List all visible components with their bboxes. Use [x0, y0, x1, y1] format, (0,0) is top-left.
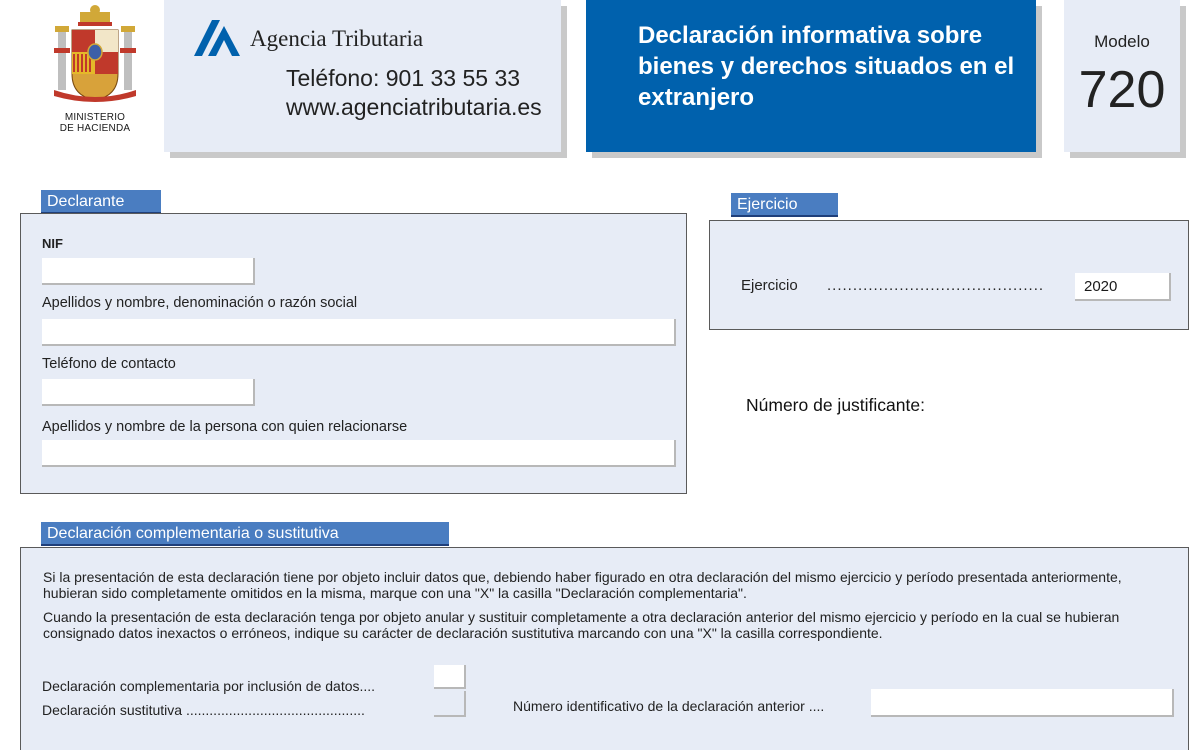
form-title: Declaración informativa sobre bienes y derechos situados en el extranjero — [638, 22, 1015, 111]
contact-label: Apellidos y nombre de la persona con quien relacionarse — [42, 419, 408, 435]
ejercicio-dots: .......................................... — [827, 277, 1045, 294]
tab-complementaria: Declaración complementaria o sustitutiva — [41, 522, 449, 546]
modelo-number: 720 — [1078, 61, 1166, 119]
agency-website[interactable]: www.agenciatributaria.es — [286, 94, 542, 120]
nif-label: NIF — [42, 236, 63, 251]
agency-phone: Teléfono: 901 33 55 33 — [286, 65, 521, 91]
agency-name: Agencia Tributaria — [250, 26, 424, 51]
ministry-name: MINISTERIO DE HACIENDA — [59, 112, 131, 134]
ejercicio-panel — [709, 220, 1189, 330]
form-title-box — [586, 0, 1036, 152]
anterior-label: Número identificativo de la declaración anterior .... — [513, 698, 825, 714]
coat-of-arms-icon — [50, 4, 140, 108]
tab-declarante: Declarante — [41, 190, 161, 214]
tab-ejercicio: Ejercicio — [731, 193, 838, 217]
nif-field[interactable] — [42, 258, 255, 285]
name-field[interactable] — [42, 319, 676, 346]
sustitutiva-label: Declaración sustitutiva .............................................. — [42, 702, 365, 718]
phone-label: Teléfono de contacto — [42, 356, 176, 372]
anterior-field[interactable] — [871, 689, 1174, 717]
agencia-tributaria-logo-icon — [190, 16, 242, 60]
sustitutiva-paragraph: Cuando la presentación de esta declaración tenga por objeto anular y sustituir completamente a otra declaración anterior del mismo ejercicio y período en la cual se hubieran consignado datos inexactos o erróneos, indique su carácter de declaración sustitutiva marcando con una "X" la casilla correspondiente. — [43, 609, 1120, 641]
agency-info-box — [164, 0, 561, 152]
modelo-label: Modelo — [1094, 32, 1150, 51]
complementaria-paragraph: Si la presentación de esta declaración tiene por objeto incluir datos que, debiendo haber figurado en otra declaración del mismo ejercicio y período presentada anteriormente, hubieran sido completamente omitidos en la misma, marque con una "X" la casilla "Declaración complementaria". — [43, 569, 1122, 601]
contact-field[interactable] — [42, 440, 676, 467]
justificante-label: Número de justificante: — [746, 395, 925, 415]
ejercicio-label: Ejercicio — [741, 277, 798, 294]
sustitutiva-checkbox[interactable] — [434, 691, 466, 717]
ministerio-logo — [40, 4, 150, 144]
modelo-box — [1064, 0, 1180, 152]
name-label: Apellidos y nombre, denominación o razón social — [42, 295, 358, 311]
phone-field[interactable] — [42, 379, 255, 406]
complementaria-panel — [20, 547, 1189, 750]
complementaria-label: Declaración complementaria por inclusión de datos.... — [42, 678, 376, 694]
ejercicio-field[interactable]: 2020 — [1075, 273, 1171, 301]
complementaria-checkbox[interactable] — [434, 665, 466, 689]
declarante-panel — [20, 213, 687, 494]
